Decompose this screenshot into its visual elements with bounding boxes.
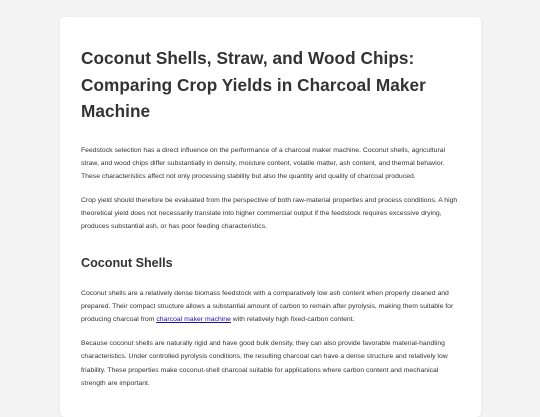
- article-title: Coconut Shells, Straw, and Wood Chips: Comparing Crop Yields in Charcoal Maker Machine: [81, 48, 426, 121]
- coconut-paragraph-2: Because coconut shells are naturally rigid and have good bulk density, they can also provide favorable material-handling characteristics. Under controlled pyrolysis conditions, the resulting charcoal can have a dense structure and relatively low friability. These properties make coconut-shell charcoal suitable for applications where carbon content and mechanical strength are important.: [81, 340, 448, 387]
- charcoal-maker-machine-link[interactable]: charcoal maker machine: [156, 316, 231, 324]
- coconut-paragraph-1-text-b: with relatively high fixed-carbon content.: [230, 316, 355, 324]
- coconut-paragraph-1: [81, 287, 460, 326]
- coconut-paragraph-1-text-a: Coconut shells are a relatively dense biomass feedstock with a comparatively low ash content when properly cleaned and prepared. Their compact structure allows a substantial amount of carbon to remain after pyrolysis, making them suitable for producing charcoal from: [81, 290, 454, 324]
- intro-paragraph-2: Crop yield should therefore be evaluated from the perspective of both raw-material properties and process conditions. A high theoretical yield does not necessarily translate into higher commercial output if the feedstock requires excessive drying, produces substantial ash, or has poor feeding characteristics.: [81, 196, 458, 230]
- intro-paragraph-1: Feedstock selection has a direct influence on the performance of a charcoal maker machine. Coconut shells, agricultural straw, and wood chips differ substantially in density, moisture content, volatile matter, ash content, and thermal behavior. These characteristics affect not only processing stability but also the quantity and quality of charcoal produced.: [81, 146, 446, 180]
- section-heading-coconut-shells: Coconut Shells: [81, 256, 173, 271]
- article-card: [60, 17, 481, 417]
